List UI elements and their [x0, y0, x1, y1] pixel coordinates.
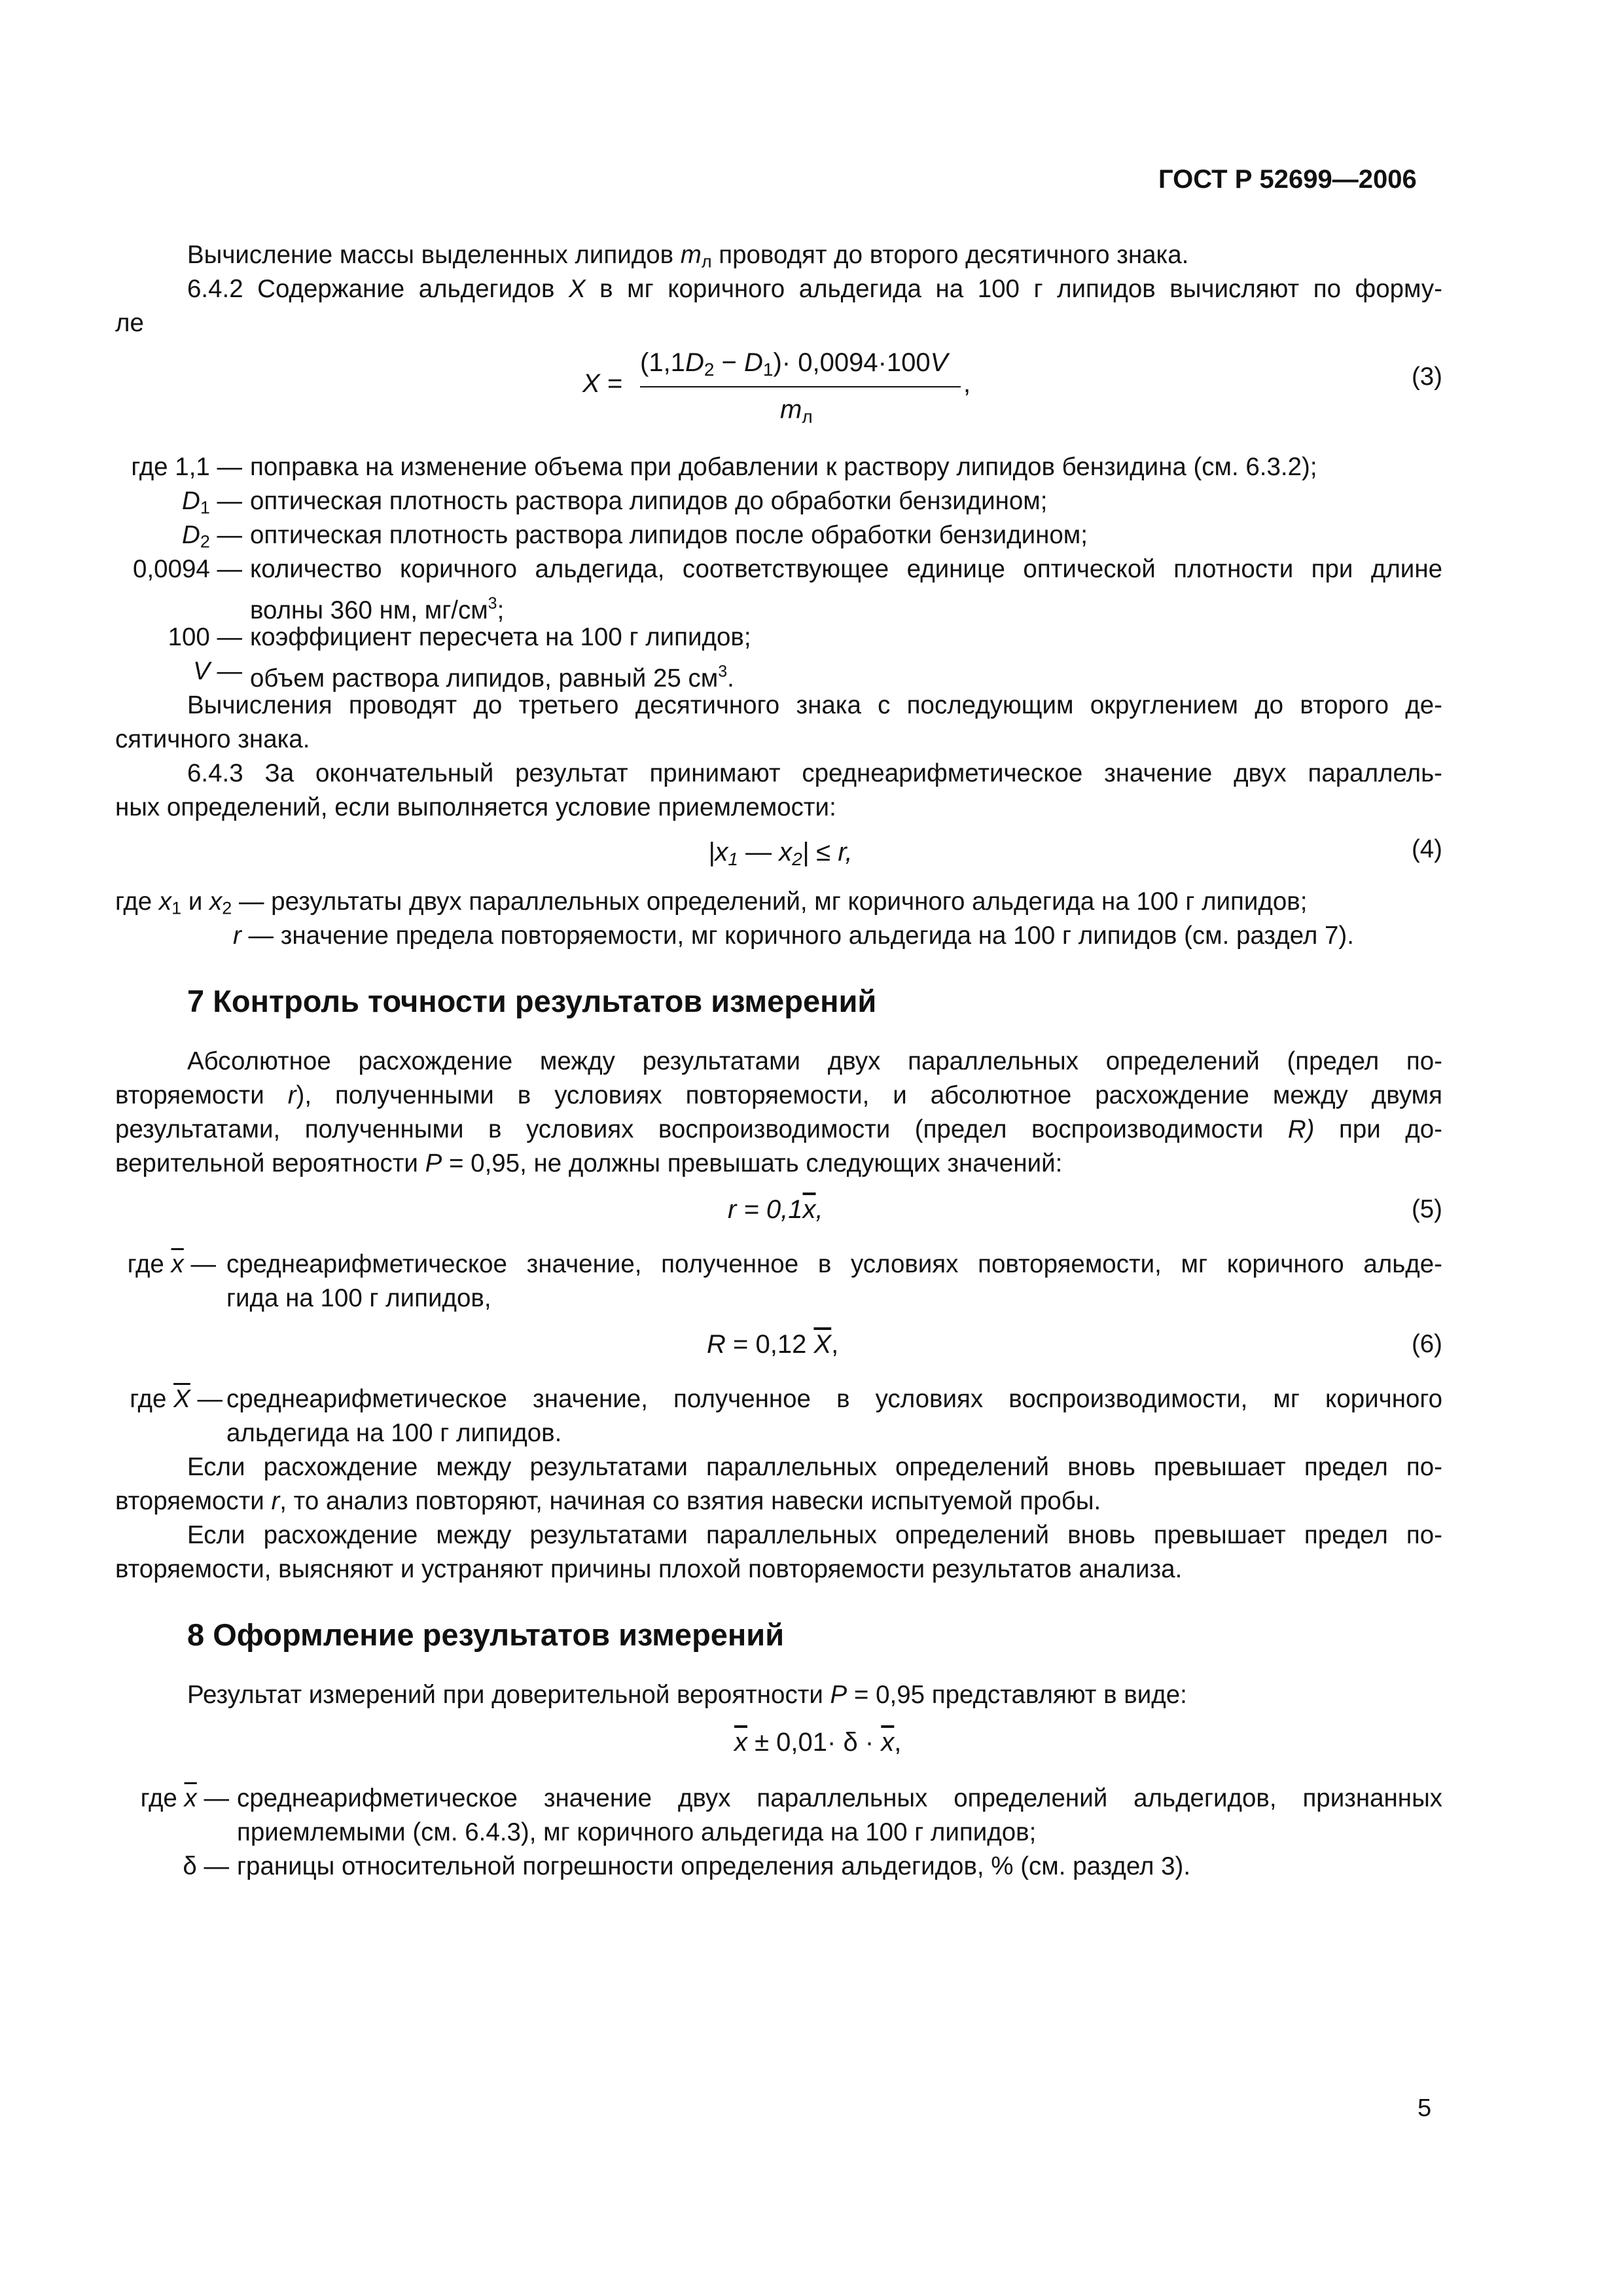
eq5-where-text-cont: гида на 100 г липидов, — [226, 1284, 491, 1312]
section-8-where-text: среднеарифметическое значение двух параллельных определений альдегидов, признанных — [237, 1784, 1442, 1812]
eq6-where-text: среднеарифметическое значение, полученное в условиях воспроизводимости, мг коричного — [226, 1385, 1442, 1413]
equation-4: $|x_1$ — $x_2| \le r$, — [708, 838, 853, 869]
eq3-comma: , — [963, 369, 971, 398]
where-text: поправка на изменение объема при добавлении к раствору липидов бензидина (см. 6.3.2); — [250, 453, 1317, 481]
section-7-para3: вторяемости, выясняют и устраняют причины плохой повторяемости результатов анализа. — [115, 1555, 1183, 1583]
calc-precision-note-cont: сятичного знака. — [115, 725, 310, 753]
where-text: количество коричного альдегида, соответствующее единице оптической плотности при длине — [250, 555, 1442, 583]
eq3-numerator: $(1,1D_2 - D_1)\cdot 0,0094\cdot 100V$ — [640, 348, 948, 380]
section-7-para2: Если расхождение между результатами параллельных определений вновь превышает предел по- — [187, 1453, 1442, 1481]
eq5-number: (5) — [1411, 1195, 1442, 1223]
eq3-lhs: X — [582, 369, 600, 398]
section-7-para3: Если расхождение между результатами параллельных определений вновь превышает предел по- — [187, 1521, 1442, 1549]
clause-6-4-3-cont: ных определений, если выполняется условие приемлемости: — [115, 793, 836, 821]
clause-6-4-2: 6.4.2 Содержание альдегидов X в мг коричного альдегида на 100 г липидов вычисляют по форму- — [187, 275, 1442, 303]
section-8-where-text-cont: приемлемыми (см. 6.4.3), мг коричного альдегида на 100 г липидов; — [237, 1818, 1037, 1846]
where-text: оптическая плотность раствора липидов до обработки бензидином; — [250, 487, 1048, 515]
section-7-para1: Абсолютное расхождение между результатами двух параллельных определений (предел по- — [187, 1047, 1442, 1075]
eq3-denominator: $m_л$ — [780, 395, 813, 427]
eq3-equals: = — [607, 369, 623, 398]
section-7-para2: вторяемости r, то анализ повторяют, начиная со взятия навески испытуемой пробы. — [115, 1487, 1101, 1515]
section-8-heading: 8 Оформление результатов измерений — [187, 1617, 785, 1652]
section-8-where-text: границы относительной погрешности определения альдегидов, % (см. раздел 3). — [237, 1852, 1191, 1880]
equation-5: $r = 0,1\overline{x}$, — [728, 1195, 823, 1224]
where-key: $D_1$ — — [182, 487, 242, 518]
where-key: V — — [193, 657, 242, 685]
clause-6-4-2-cont: ле — [115, 309, 144, 337]
result-expression: $\overline{x} \pm 0,01\cdot \delta \cdot \overline{x}$, — [734, 1728, 902, 1757]
lipid-mass-note: Вычисление массы выделенных липидов $m_л$ проводят до второго десятичного знака. — [187, 241, 1189, 272]
standard-header: ГОСТ Р 52699—2006 — [1158, 165, 1417, 194]
where-text: оптическая плотность раствора липидов после обработки бензидином; — [250, 521, 1088, 549]
where-key: 0,0094 — — [133, 555, 242, 583]
eq6-number: (6) — [1411, 1330, 1442, 1358]
where-key: где 1,1 — — [131, 453, 242, 481]
equation-6: R = 0,12 $\overline{X}$, — [707, 1330, 839, 1359]
eq5-where-key: где $\overline{x}$ — — [127, 1250, 216, 1278]
where-text: объем раствора липидов, равный 25 $см^3$. — [250, 662, 734, 692]
section-7-para1: вторяемости r), полученными в условиях повторяемости, и абсолютное расхождение между двумя — [115, 1081, 1442, 1109]
eq6-where-text-cont: альдегида на 100 г липидов. — [226, 1419, 562, 1447]
where-key: 100 — — [168, 623, 242, 651]
clause-6-4-3: 6.4.3 За окончательный результат принимают среднеарифметическое значение двух параллель- — [187, 759, 1442, 787]
where-key: $D_2$ — — [182, 521, 242, 552]
section-7-para1: результатами, полученными в условиях воспроизводимости (предел воспроизводимости R) при до- — [115, 1115, 1442, 1143]
section-7-heading: 7 Контроль точности результатов измерений — [187, 984, 877, 1018]
eq6-where-key: где $\overline{X}$ — — [130, 1385, 223, 1413]
where-text: коэффициент пересчета на 100 г липидов; — [250, 623, 751, 651]
eq3-fraction-bar — [640, 386, 961, 387]
section-7-para1: верительной вероятности P = 0,95, не должны превышать следующих значений: — [115, 1149, 1063, 1177]
eq4-number: (4) — [1411, 835, 1442, 863]
eq4-where-x: где $x_1$ и $x_2$ — результаты двух параллельных определений, мг коричного альдегида на 100 г липидов; — [115, 888, 1308, 918]
page-number: 5 — [1418, 2094, 1432, 2122]
section-8-where-key: δ — — [183, 1852, 229, 1880]
where-text-cont: волны 360 нм, $мг/см^3$; — [250, 594, 505, 624]
eq3-number: (3) — [1411, 363, 1442, 391]
eq5-where-text: среднеарифметическое значение, полученное в условиях повторяемости, мг коричного альде- — [226, 1250, 1442, 1278]
calc-precision-note: Вычисления проводят до третьего десятичного знака с последующим округлением до второго де- — [187, 691, 1442, 719]
section-8-para1: Результат измерений при доверительной вероятности P = 0,95 представляют в виде: — [187, 1681, 1187, 1709]
section-8-where-key: где $\overline{x}$ — — [140, 1784, 229, 1812]
eq4-where-r: r — значение предела повторяемости, мг коричного альдегида на 100 г липидов (см. раздел 7). — [233, 922, 1354, 950]
